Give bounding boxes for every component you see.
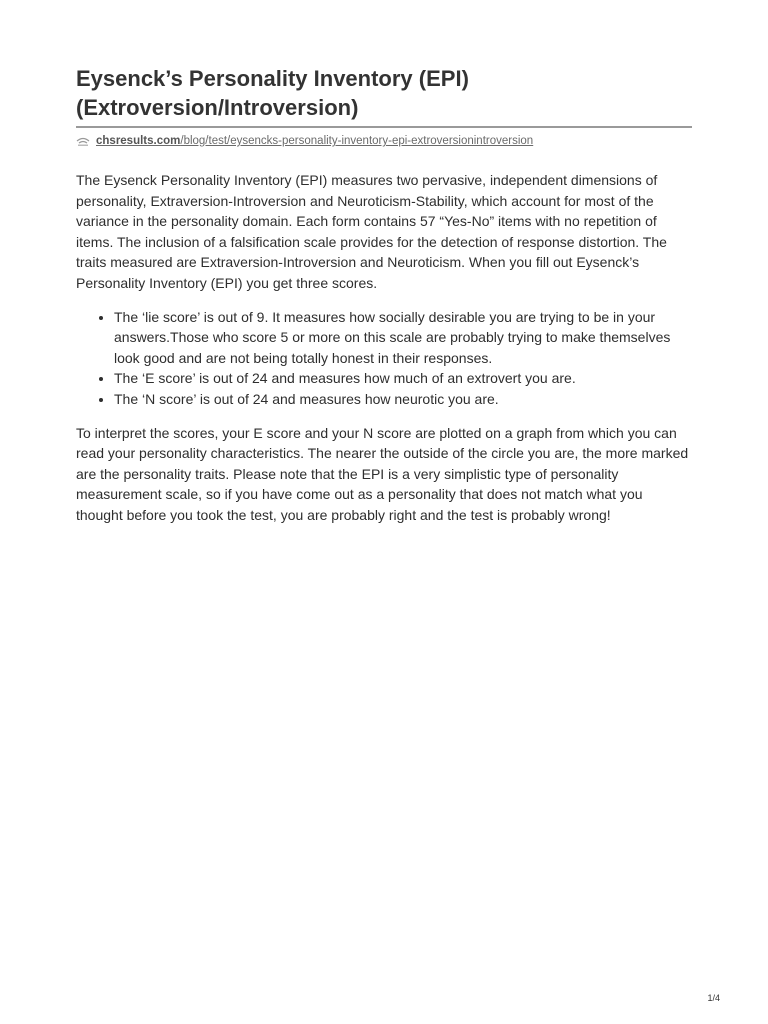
list-item-e-score: • The ‘E score’ is out of 24 and measures how much of an extrovert you are. <box>114 368 692 389</box>
interpretation-paragraph: To interpret the scores, your E score and your N score are plotted on a graph from which you can read your personality characteristics. The nearer the outside of the circle you are, the more marked are the personality traits. Please note that the EPI is a very simplistic type of personality measurement scale, so if you have come out as a personality that does not match what you thought before you took the test, you are probably right and the test is probably wrong! <box>76 424 689 523</box>
list-item-n-score: • The ‘N score’ is out of 24 and measures how neurotic you are. <box>114 389 692 410</box>
link-icon <box>76 137 90 147</box>
title-divider <box>76 126 692 128</box>
intro-paragraph: The Eysenck Personality Inventory (EPI) measures two pervasive, independent dimensions of personality, Extraversion-Introversion and Neuroticism-Stability, which account for most of the variance in the personality domain. Each form contains 57 “Yes-No” items with no repetition of items. The inclusion of a falsification scale provides for the detection of response distortion. The traits measured are Extraversion-Introversion and Neuroticism. When you fill out Eysenck’s Personality Inventory (EPI) you get three scores. <box>76 172 667 291</box>
page-title <box>76 64 692 122</box>
page-number: 1/4 <box>707 993 720 1003</box>
source-url <box>76 132 692 150</box>
source-domain: chsresults.com <box>96 135 181 147</box>
title-line-1: Eysenck’s Personality Inventory (EPI) <box>76 66 469 91</box>
source-link[interactable] <box>96 135 533 147</box>
title-line-2: (Extroversion/Introversion) <box>76 95 359 120</box>
document-page <box>76 64 692 526</box>
score-list <box>76 307 692 410</box>
source-path: /blog/test/eysencks-personality-inventory-epi-extroversionintroversion <box>180 135 534 147</box>
list-item-lie-score: • The ‘lie score’ is out of 9. It measures how socially desirable you are trying to be in your answers.Those who score 5 or more on this scale are probably trying to make themselves look good and are not being totally honest in their responses. <box>114 307 692 369</box>
